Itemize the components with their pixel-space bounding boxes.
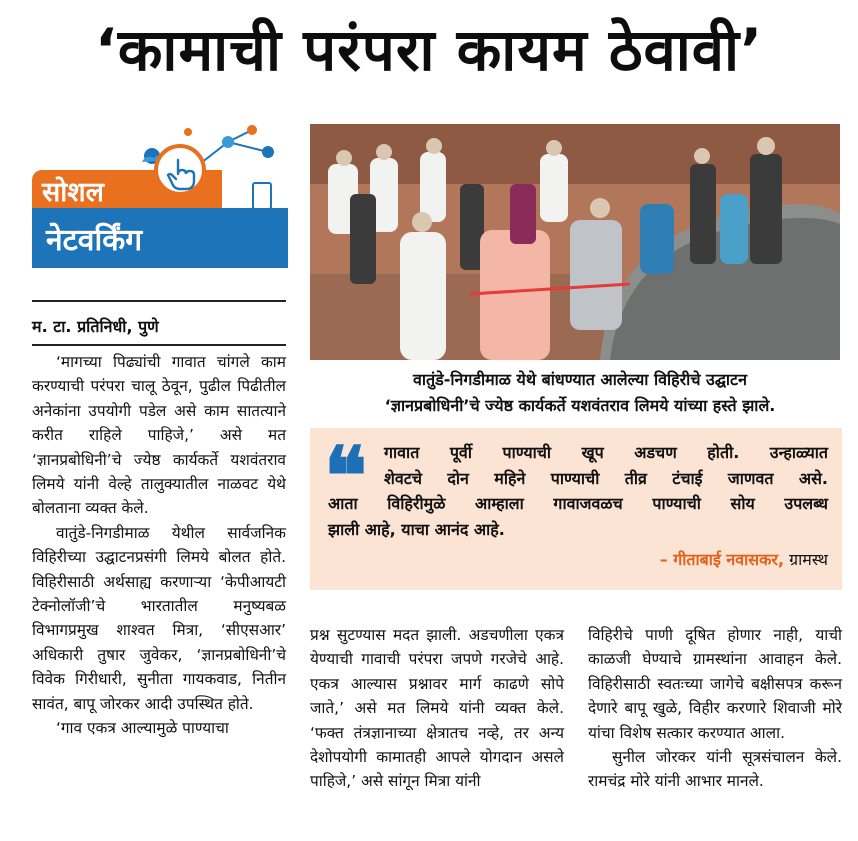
well-inauguration-photo: [310, 124, 840, 360]
article-paragraph: सुनील जोरकर यांनी सूत्रसंचालन केले. रामचंद्र मोरे यांनी आभार मानले.: [588, 748, 842, 791]
pull-quote-text: [328, 440, 828, 542]
headline: ‘कामाची परंपरा कायम ठेवावी’: [94, 16, 764, 84]
touch-hand-icon: [154, 144, 206, 196]
logo-line1: सोशल: [42, 177, 104, 208]
social-networking-logo: [32, 122, 288, 280]
quote-line: गावात पूर्वी पाण्याची खूप अडचण होती. उन्हाळ्यात: [384, 443, 828, 462]
article-column-3: [588, 623, 842, 794]
byline-rule-bottom: [32, 344, 286, 346]
photo-caption-line1: वातुंडे-निगडीमाळ येथे बांधण्यात आलेल्या विहिरीचे उद्घाटन: [413, 370, 747, 389]
quote-line: झाली आहे, याचा आनंद आहे.: [328, 519, 505, 539]
photo-caption-line2: ‘ज्ञानप्रबोधिनी’चे ज्येष्ठ कार्यकर्ते यशवंतराव लिमये यांच्या हस्ते झाले.: [384, 396, 776, 415]
quote-attribution: [660, 548, 828, 570]
article-paragraph: वातुंडे-निगडीमाळ येथील सार्वजनिक विहिरीच्या उद्घाटनप्रसंगी लिमये बोलत होते. विहिरीसाठी अर्थसाह्य करणाऱ्या ‘केपीआयटी टेक्नोलॉजी’चे भारतातील मनुष्यबळ विभागप्रमुख शाश्वत मित्रा, ‘सीएसआर’ अधिकारी तुषार जुवेकर, ‘ज्ञानप्रबोधिनी’चे विवेक गिरीधारी, सुनीता गायकवाड, नितीन सावंत, बापू जोरकर आदी उपस्थित होते.: [32, 523, 286, 713]
phone-icon: [252, 182, 272, 210]
logo-blue-band: [32, 208, 288, 268]
article-paragraph: ‘मागच्या पिढ्यांची गावात चांगले काम करण्याची परंपरा चालू ठेवून, पुढील पिढीतील अनेकांना उपयोगी पडेल असे काम सातत्याने करीत राहिले पाहिजे,’ असे मत ‘ज्ञानप्रबोधिनी’चे ज्येष्ठ कार्यकर्ते यशवंतराव लिमये यांनी वेल्हे तालुक्यातील नाळवट येथे बोलताना व्यक्त केले.: [32, 353, 286, 518]
byline: म. टा. प्रतिनिधी, पुणे: [32, 317, 159, 336]
article-column-1: [32, 350, 286, 741]
quote-line: आता विहिरीमुळे आम्हाला गावाजवळच पाण्याची सोय उपलब्ध: [328, 494, 828, 513]
pull-quote-box: [310, 428, 842, 590]
quote-attribution-role: ग्रामस्थ: [789, 550, 828, 569]
quote-mark-icon: ❝: [324, 429, 368, 523]
article-paragraph: प्रश्न सुटण्यास मदत झाली. अडचणीला एकत्र येण्याची गावाची परंपरा जपणे गरजेचे आहे. एकत्र आल्यास प्रश्नावर मार्ग काढणे सोपे जाते,’ असे मत लिमये यांनी व्यक्त केले. ‘फक्त तंत्रज्ञानाच्या क्षेत्रातच नव्हे, तर अन्य देशोपयोगी कामातही आपले योगदान असले पाहिजे,’ असे सांगून मित्रा यांनी: [310, 626, 564, 791]
quote-attribution-name: – गीताबाई नवासकर,: [659, 550, 785, 569]
quote-line: शेवटचे दोन महिने पाण्याची तीव्र टंचाई जाणवत असे.: [384, 468, 828, 488]
article-paragraph: विहिरीचे पाणी दूषित होणार नाही, याची काळजी घेण्याचे ग्रामस्थांना आवाहन केले. विहिरीसाठी स्वतःच्या जागेचे बक्षीसपत्र करून देणारे बापू खुळे, विहीर करणारे शिवाजी मोरे यांचा विशेष सत्कार करण्यात आला.: [588, 626, 842, 742]
article-paragraph: ‘गाव एकत्र आल्यामुळे पाण्याचा: [56, 719, 229, 738]
article-column-2: [310, 623, 564, 794]
byline-rule-top: [32, 300, 286, 302]
logo-line2: नेटवर्किंग: [46, 223, 143, 258]
photo-caption: [310, 367, 850, 419]
